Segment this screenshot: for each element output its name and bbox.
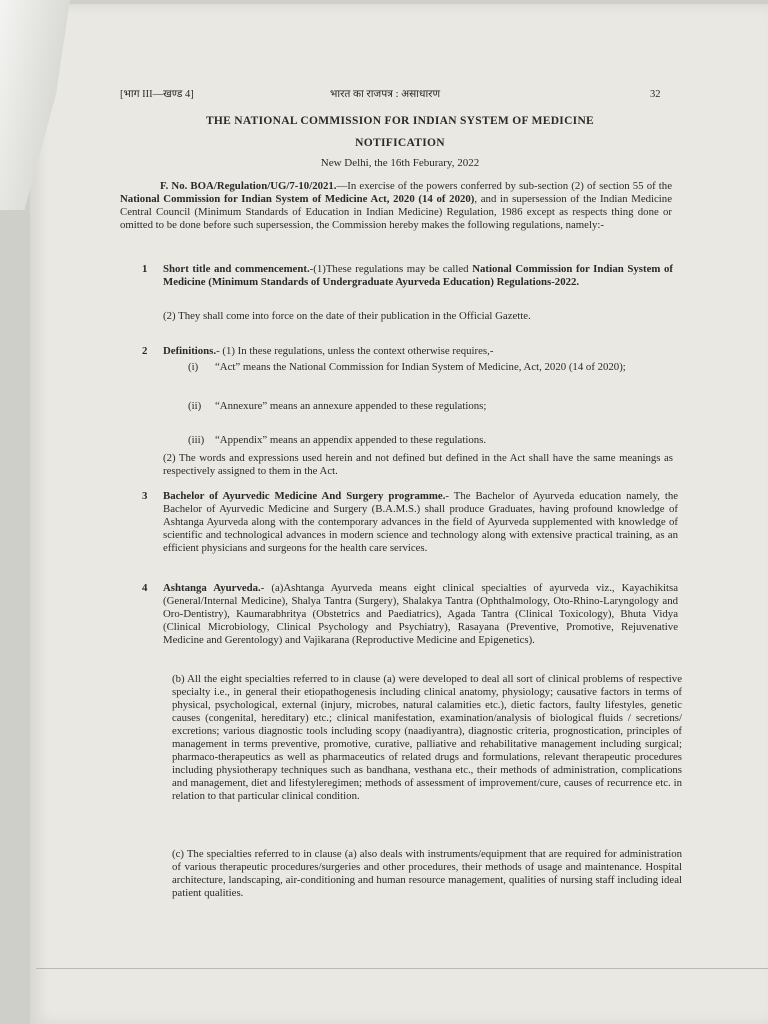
header-part-label: [भाग III—खण्ड 4] xyxy=(120,89,194,100)
definition-iii-label: (iii) xyxy=(188,434,205,446)
definition-ii: “Annexure” means an annexure appended to these regulations; xyxy=(215,400,487,412)
definition-iii: “Appendix” means an appendix appended to these regulations. xyxy=(215,434,487,446)
section-2-number: 2 xyxy=(142,345,148,357)
section-3-heading: Bachelor of Ayurvedic Medicine And Surgery programme. xyxy=(163,490,446,502)
regulation-name: National Commission for Indian System of Medicine (Minimum Standards of Undergraduate Ayurveda Education) Regulations-2022. xyxy=(163,263,673,288)
section-2-sub2: (2) The words and expressions used herein and not defined but defined in the Act shall have the same meanings as respectively assigned to them in the Act. xyxy=(163,452,673,477)
definition-ii-label: (ii) xyxy=(188,400,202,412)
section-2-intro xyxy=(163,345,673,358)
section-4-clause-c: (c) The specialties referred to in clause (a) also deals with instruments/equipment that are required for administration of various therapeutic procedures/surgeries and other procedures, their methods of usage and maintenance. Hospital architecture, landscaping, air-conditioning and human resource management, qualities of nursing staff including ideal patient qualities. xyxy=(172,848,682,899)
notification-heading: NOTIFICATION xyxy=(355,137,445,149)
section-4-clause-b: (b) All the eight specialties referred to in clause (a) were developed to deal all sort of clinical problems of respective specialty i.e., in general their etiopathogenesis including clinical anatomy, physiology; causative factors in terms of physical, psychological, external (injury, microbes, natural calamities etc.), dietic factors, faulty lifestyles, genetic causes (congenital, hereditary) etc.; clinical manifestation, examination/analysis of biological fluids / secretions/ excretions; various diagnostic tools including scopy (naadiyantra), diagnostic criteria, prognostication, principles of management in terms preventive, promotive, curative, palliative and rehabilitative management including surgical; pharmaco-therapeutics as well as pharmaceutics of related drugs and formulations, relevant therapeutic procedures including physiotherapy techniques such as bandhana, vesthana etc., their methods of administration, complications and management, diet and lifestyleregimen; methods of assessment of improvement/cure, causes of recurrence etc. in relation to that particular clinical condition. xyxy=(172,673,682,802)
section-4-number: 4 xyxy=(142,582,148,594)
date-line: New Delhi, the 16th Feburary, 2022 xyxy=(320,157,480,169)
section-2-heading: Definitions. xyxy=(163,345,217,357)
section-4-a-text: - (a)Ashtanga Ayurveda means eight clinical specialties of ayurveda viz., Kayachikitsa (General/Internal Medicine), Shalya Tantra (Surgery), Shalakya Tantra (Ophthalmology, Oto-Rhino-Laryngology and Oro-Dentistry), Kaumarabhritya (Obstetrics and Paediatrics), Agada Tantra (Clinical Toxicology), Bhuta Vidya (Clinical Microbiology, Clinical Psychology and Psychiatry), Rasayana (Preventive, Promotive, Rejuvenative Medicine and Gerentology) and Vajikarana (Reproductive Medicine and Epigenetics). xyxy=(163,582,679,646)
commission-title: THE NATIONAL COMMISSION FOR INDIAN SYSTEM OF MEDICINE xyxy=(205,115,595,127)
preamble-act-name: National Commission for Indian System of Medicine Act, 2020 (14 of 2020) xyxy=(120,193,475,205)
preamble-ref: F. No. BOA/Regulation/UG/7-10/2021. xyxy=(160,180,337,192)
preamble xyxy=(120,180,672,232)
section-3-number: 3 xyxy=(142,490,148,502)
section-4-heading: Ashtanga Ayurveda. xyxy=(163,582,261,594)
bottom-divider xyxy=(36,968,768,969)
section-4-clause-a xyxy=(163,582,678,647)
preamble-text-b: , and in supersession of the Indian Medicine Central Council (Minimum Standards of Education in Indian Medicine) Regulation, 1986 except as respects thing done or omitted to be done before such supersession, the Commission hereby makes the following regulations, namely:- xyxy=(120,193,672,231)
section-1-number: 1 xyxy=(142,263,148,275)
section-1-text xyxy=(163,263,673,289)
section-3-text xyxy=(163,490,678,555)
definition-i-label: (i) xyxy=(188,361,199,373)
definition-i: “Act” means the National Commission for Indian System of Medicine, Act, 2020 (14 of 2020); xyxy=(215,361,626,373)
header-gazette-name: भारत का राजपत्र : असाधारण xyxy=(330,89,441,100)
section-1-heading: Short title and commencement. xyxy=(163,263,310,275)
section-1-text-a: -(1)These regulations may be called xyxy=(309,263,473,275)
section-1-sub2: (2) They shall come into force on the date of their publication in the Official Gazette. xyxy=(163,310,531,322)
section-2-intro-text: - (1) In these regulations, unless the context otherwise requires,- xyxy=(216,345,494,357)
section-3-body: - The Bachelor of Ayurveda education namely, the Bachelor of Ayurvedic Medicine and Surgery (B.A.M.S.) shall produce Graduates, having profound knowledge of Ashtanga Ayurveda along with the contemporary advances in the field of Ayurveda supplemented with knowledge of scientific and technological advances in modern science and technology along with extensive practical training, as an efficient physicians and surgeons for the health care services. xyxy=(163,490,679,554)
page-number: 32 xyxy=(650,89,661,100)
preamble-text-a: —In exercise of the powers conferred by sub-section (2) of section 55 of the xyxy=(336,180,672,192)
